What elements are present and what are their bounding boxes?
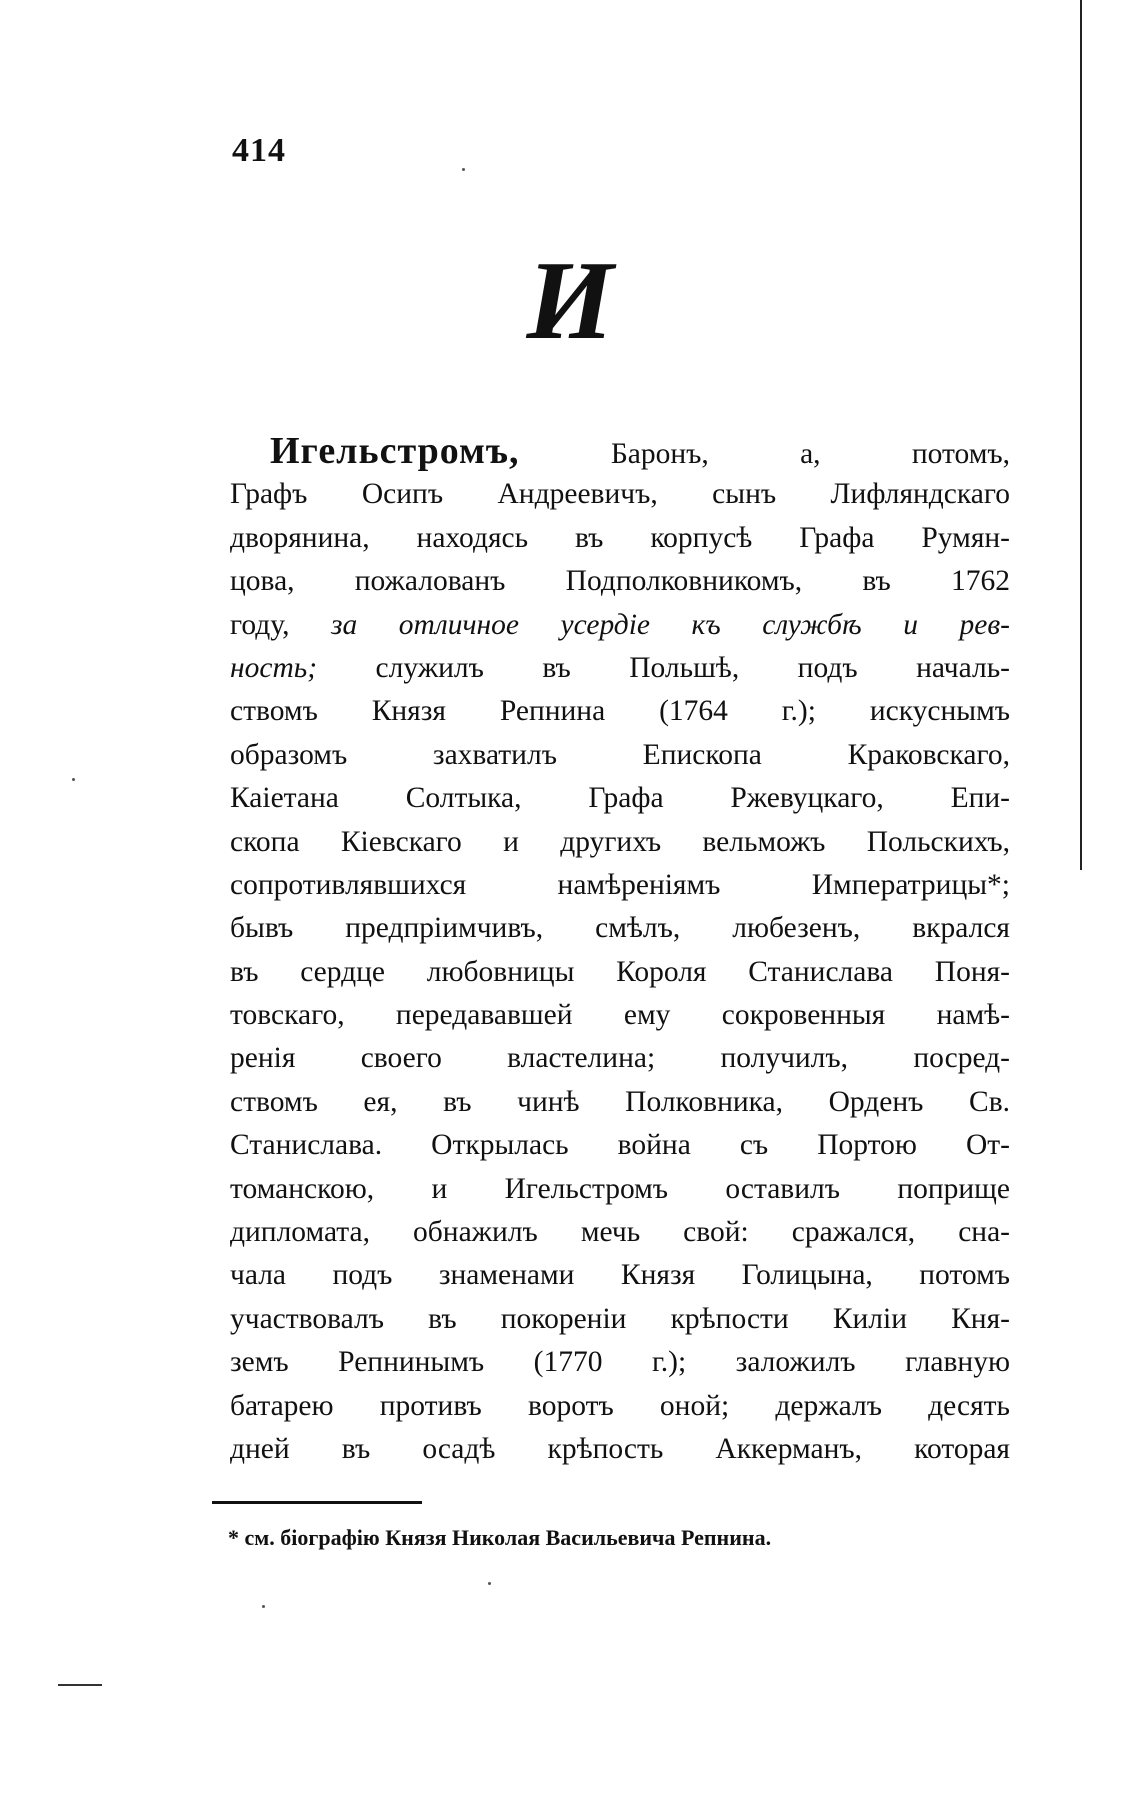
entry-line: Каіетана Солтыка, Графа Ржевуцкаго, Епи- xyxy=(230,782,1010,815)
entry-line: дворянина, находясь въ корпусѣ Графа Румян- xyxy=(230,521,1010,554)
entry-line: Баронъ, а, потомъ, xyxy=(610,438,1010,470)
entry-line: чала подъ знаменами Князя Голицына, потомъ xyxy=(230,1259,1010,1292)
entry-line-plain: году, xyxy=(230,608,331,641)
section-letter: И xyxy=(526,239,614,363)
entry-line: земъ Репнинымъ (1770 г.); заложилъ главную xyxy=(230,1346,1010,1379)
entry-line: бывъ предпріимчивъ, смѣлъ, любезенъ, вкрался xyxy=(230,912,1010,945)
entry-line-mixed xyxy=(230,647,1010,690)
entry-line: дней въ осадѣ крѣпость Аккерманъ, которая xyxy=(230,1432,1010,1465)
entry-line-italic: ность; xyxy=(230,651,318,684)
entry-headword: Игельстромъ, xyxy=(270,430,520,472)
entry-line-italic: за отличное усердіе къ службѣ и рев- xyxy=(331,608,1010,641)
page-number: 414 xyxy=(232,132,286,169)
entry-line: ренія своего властелина; получилъ, посред- xyxy=(230,1042,1010,1075)
entry-line: ствомъ ея, въ чинѣ Полковника, Орденъ Св. xyxy=(230,1085,1010,1118)
entry-line: цова, пожалованъ Подполковникомъ, въ 1762 xyxy=(230,565,1010,598)
margin-mark xyxy=(58,1684,102,1686)
entry-line: участвовалъ въ покореніи крѣпости Киліи Кня- xyxy=(230,1302,1010,1335)
entry-first-line xyxy=(230,430,1010,473)
entry-line: скопа Кіевскаго и другихъ вельможъ Польскихъ, xyxy=(230,825,1010,858)
page-edge-rule xyxy=(1080,0,1082,870)
entry-line-mixed xyxy=(230,604,1010,647)
entry-line: Станислава. Открылась война съ Портою От- xyxy=(230,1129,1010,1162)
entry-line: товскаго, передававшей ему сокровенныя намѣ- xyxy=(230,999,1010,1032)
scan-speck xyxy=(488,1582,491,1585)
entry-line: дипломата, обнажилъ мечь свой: сражался, сна- xyxy=(230,1216,1010,1249)
entry-line: томанскою, и Игельстромъ оставилъ поприще xyxy=(230,1172,1010,1205)
footnote-rule xyxy=(212,1501,422,1504)
entry-body xyxy=(230,430,1010,1471)
scan-speck xyxy=(72,778,75,781)
scan-speck xyxy=(462,168,465,171)
entry-line: въ сердце любовницы Короля Станислава Поня- xyxy=(230,955,1010,988)
entry-line: Графъ Осипъ Андреевичъ, сынъ Лифляндскаго xyxy=(230,478,1010,511)
footnote: * см. біографію Князя Николая Васильевича Репнина. xyxy=(228,1525,772,1550)
entry-line-plain: служилъ въ Польшѣ, подъ началь- xyxy=(317,651,1010,684)
entry-line: ствомъ Князя Репнина (1764 г.); искуснымъ xyxy=(230,695,1010,728)
entry-line: образомъ захватилъ Епископа Краковскаго, xyxy=(230,738,1010,771)
entry-line: батарею противъ воротъ оной; держалъ десять xyxy=(230,1389,1010,1422)
scan-speck xyxy=(262,1605,265,1608)
entry-line: сопротивлявшихся намѣреніямъ Императрицы*; xyxy=(230,868,1010,901)
